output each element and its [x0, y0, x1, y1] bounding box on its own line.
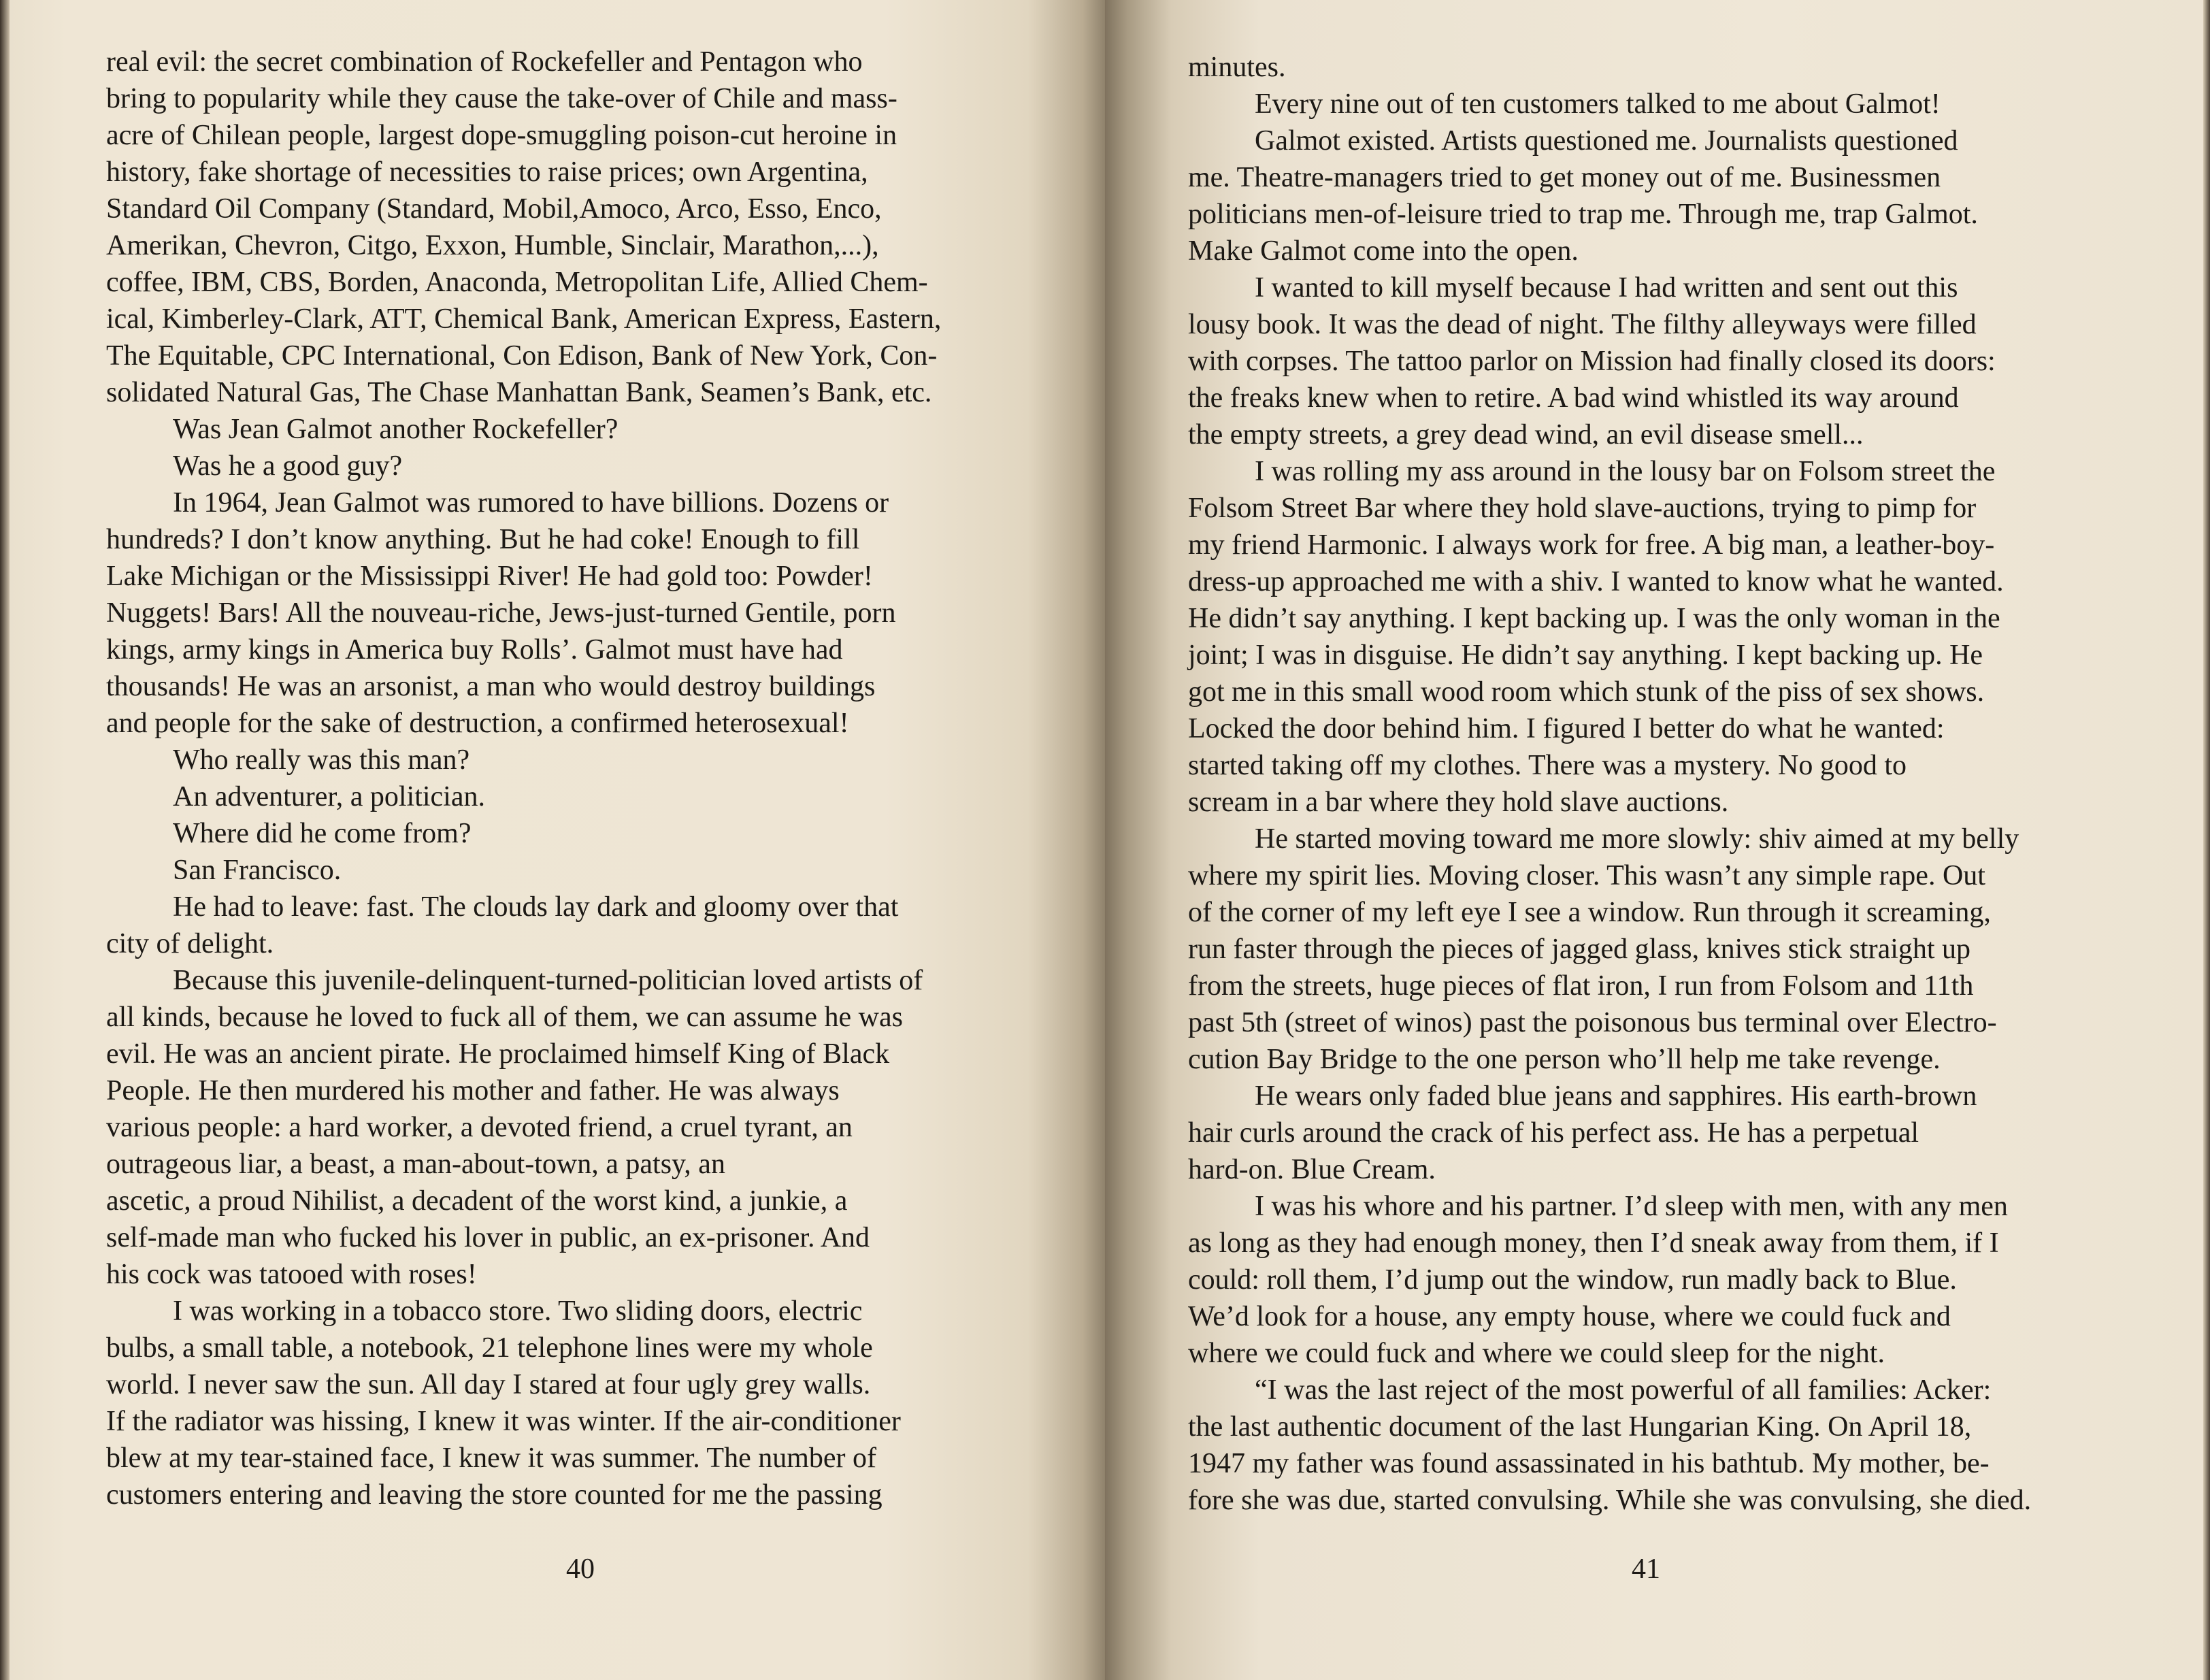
text-line: blew at my tear-stained face, I knew it was summer. The number of — [106, 1443, 877, 1474]
text-line: Was he a good guy? — [173, 450, 403, 482]
text-line: ascetic, a proud Nihilist, a decadent of the worst kind, a junkie, a — [106, 1185, 848, 1217]
text-line: hair curls around the crack of his perfect ass. He has a perpetual — [1188, 1117, 1919, 1149]
text-line: Where did he come from? — [173, 818, 472, 849]
text-line: where we could fuck and where we could sleep for the night. — [1188, 1338, 1885, 1369]
text-line: outrageous liar, a beast, a man-about-town, a patsy, an — [106, 1149, 725, 1180]
text-line: started taking off my clothes. There was a mystery. No good to — [1188, 750, 1907, 781]
text-line: me. Theatre-managers tried to get money out of me. Businessmen — [1188, 162, 1941, 193]
text-line: Was Jean Galmot another Rockefeller? — [173, 414, 619, 445]
text-line: thousands! He was an arsonist, a man who would destroy buildings — [106, 671, 876, 702]
text-line: I was his whore and his partner. I’d sleep with men, with any men — [1255, 1191, 2008, 1222]
text-line: of the corner of my left eye I see a window. Run through it screaming, — [1188, 897, 1991, 928]
text-line: minutes. — [1188, 52, 1286, 83]
text-line: He started moving toward me more slowly: shiv aimed at my belly — [1255, 823, 2019, 855]
text-line: I wanted to kill myself because I had written and sent out this — [1255, 272, 1958, 303]
text-line: San Francisco. — [173, 855, 342, 886]
text-line: joint; I was in disguise. He didn’t say anything. I kept backing up. He — [1188, 640, 1983, 671]
right-page-text — [1188, 49, 2154, 1519]
text-line: all kinds, because he loved to fuck all of them, we can assume he was — [106, 1002, 903, 1033]
text-line: An adventurer, a politician. — [173, 781, 485, 812]
text-line: run faster through the pieces of jagged glass, knives stick straight up — [1188, 934, 1971, 965]
page-number-left: 40 — [566, 1553, 595, 1585]
text-line: 1947 my father was found assassinated in his bathtub. My mother, be- — [1188, 1448, 1990, 1479]
text-line: various people: a hard worker, a devoted friend, a cruel tyrant, an — [106, 1112, 853, 1143]
right-page — [1105, 0, 2210, 1680]
text-line: “I was the last reject of the most powerful of all families: Acker: — [1255, 1374, 1992, 1406]
text-line: The Equitable, CPC International, Con Edison, Bank of New York, Con- — [106, 340, 938, 372]
text-line: kings, army kings in America buy Rolls’. Galmot must have had — [106, 634, 843, 665]
text-line: Galmot existed. Artists questioned me. Journalists questioned — [1255, 125, 1958, 157]
text-line: history, fake shortage of necessities to raise prices; own Argentina, — [106, 157, 868, 188]
text-line: customers entering and leaving the store counted for me the passing — [106, 1479, 883, 1511]
text-line: Because this juvenile-delinquent-turned-politician loved artists of — [173, 965, 923, 996]
text-line: coffee, IBM, CBS, Borden, Anaconda, Metropolitan Life, Allied Chem- — [106, 267, 928, 298]
text-line: real evil: the secret combination of Rockefeller and Pentagon who — [106, 46, 863, 78]
text-line: my friend Harmonic. I always work for free. A big man, a leather-boy- — [1188, 529, 1995, 561]
text-line: If the radiator was hissing, I knew it was winter. If the air-conditioner — [106, 1406, 901, 1437]
text-line: from the streets, huge pieces of flat iron, I run from Folsom and 11th — [1188, 970, 1974, 1002]
text-line: world. I never saw the sun. All day I stared at four ugly grey walls. — [106, 1369, 871, 1400]
text-line: I was rolling my ass around in the lousy bar on Folsom street the — [1255, 456, 1996, 487]
text-line: Standard Oil Company (Standard, Mobil,Amoco, Arco, Esso, Enco, — [106, 193, 882, 225]
text-line: the last authentic document of the last Hungarian King. On April 18, — [1188, 1411, 1972, 1443]
text-line: hundreds? I don’t know anything. But he had coke! Enough to fill — [106, 524, 860, 555]
text-line: solidated Natural Gas, The Chase Manhattan Bank, Seamen’s Bank, etc. — [106, 377, 932, 408]
text-line: He had to leave: fast. The clouds lay dark and gloomy over that — [173, 891, 899, 923]
text-line: In 1964, Jean Galmot was rumored to have billions. Dozens or — [173, 487, 889, 518]
text-line: Amerikan, Chevron, Citgo, Exxon, Humble, Sinclair, Marathon,...), — [106, 230, 879, 261]
text-line: could: roll them, I’d jump out the window, run madly back to Blue. — [1188, 1264, 1957, 1296]
text-line: fore she was due, started convulsing. While she was convulsing, she died. — [1188, 1485, 2032, 1516]
text-line: self-made man who fucked his lover in public, an ex-prisoner. And — [106, 1222, 870, 1253]
text-line: got me in this small wood room which stunk of the piss of sex shows. — [1188, 676, 1985, 708]
text-line: lousy book. It was the dead of night. The filthy alleyways were filled — [1188, 309, 1977, 340]
text-line: the empty streets, a grey dead wind, an evil disease smell... — [1188, 419, 1864, 450]
text-line: bring to popularity while they cause the take-over of Chile and mass- — [106, 83, 897, 114]
text-line: Locked the door behind him. I figured I better do what he wanted: — [1188, 713, 1945, 744]
text-line: ical, Kimberley-Clark, ATT, Chemical Bank, American Express, Eastern, — [106, 303, 942, 335]
text-line: People. He then murdered his mother and father. He was always — [106, 1075, 840, 1106]
text-line: I was working in a tobacco store. Two sliding doors, electric — [173, 1296, 863, 1327]
text-line: with corpses. The tattoo parlor on Mission had finally closed its doors: — [1188, 346, 1996, 377]
text-line: Nuggets! Bars! All the nouveau-riche, Jews-just-turned Gentile, porn — [106, 597, 896, 629]
text-line: Folsom Street Bar where they hold slave-auctions, trying to pimp for — [1188, 493, 1977, 524]
text-line: Lake Michigan or the Mississippi River! He had gold too: Powder! — [106, 561, 873, 592]
text-line: his cock was tatooed with roses! — [106, 1259, 477, 1290]
text-line: where my spirit lies. Moving closer. This wasn’t any simple rape. Out — [1188, 860, 1985, 891]
text-line: cution Bay Bridge to the one person who’ll help me take revenge. — [1188, 1044, 1941, 1075]
text-line: Every nine out of ten customers talked to me about Galmot! — [1255, 88, 1941, 120]
page-number-right: 41 — [1632, 1553, 1660, 1585]
text-line: politicians men-of-leisure tried to trap me. Through me, trap Galmot. — [1188, 199, 1978, 230]
text-line: We’d look for a house, any empty house, where we could fuck and — [1188, 1301, 1951, 1332]
text-line: the freaks knew when to retire. A bad wind whistled its way around — [1188, 382, 1959, 414]
text-line: and people for the sake of destruction, a confirmed heterosexual! — [106, 708, 849, 739]
text-line: dress-up approached me with a shiv. I wanted to know what he wanted. — [1188, 566, 2004, 597]
left-page-text — [106, 44, 1045, 1513]
text-line: He wears only faded blue jeans and sapphires. His earth-brown — [1255, 1081, 1977, 1112]
text-line: bulbs, a small table, a notebook, 21 telephone lines were my whole — [106, 1332, 873, 1364]
text-line: as long as they had enough money, then I’d sneak away from them, if I — [1188, 1228, 1999, 1259]
text-line: Make Galmot come into the open. — [1188, 235, 1579, 267]
text-line: acre of Chilean people, largest dope-smuggling poison-cut heroine in — [106, 120, 897, 151]
text-line: past 5th (street of winos) past the poisonous bus terminal over Electro- — [1188, 1007, 1997, 1038]
text-line: He didn’t say anything. I kept backing up. I was the only woman in the — [1188, 603, 2000, 634]
text-line: evil. He was an ancient pirate. He proclaimed himself King of Black — [106, 1038, 890, 1070]
text-line: hard-on. Blue Cream. — [1188, 1154, 1436, 1185]
text-line: scream in a bar where they hold slave auctions. — [1188, 787, 1729, 818]
text-line: Who really was this man? — [173, 744, 470, 776]
text-line: city of delight. — [106, 928, 274, 959]
